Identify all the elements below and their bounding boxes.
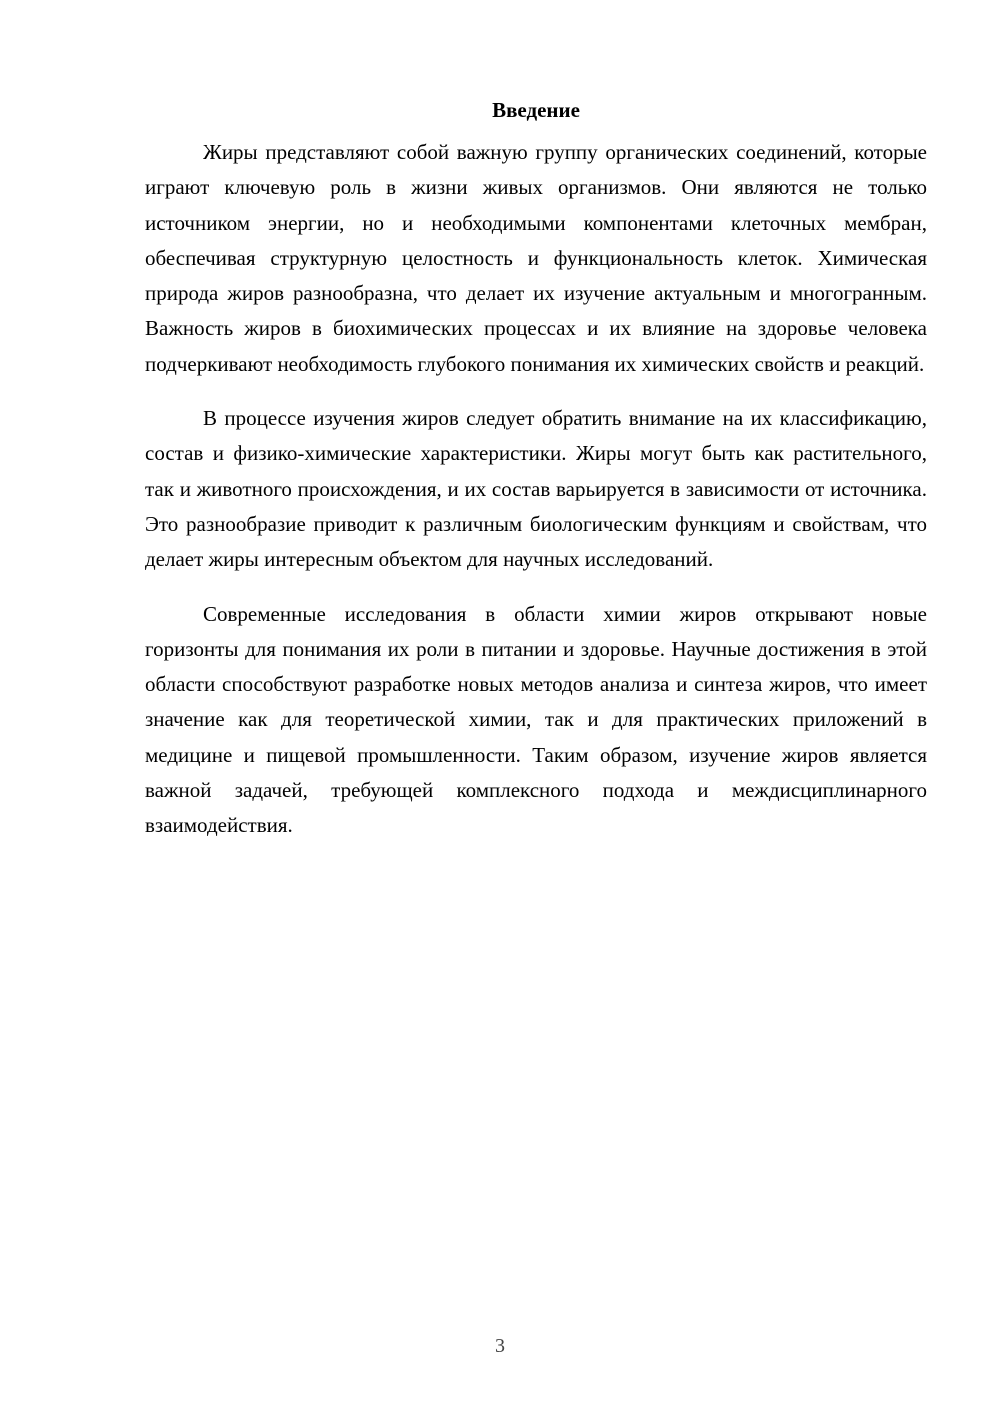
- paragraph-1: Жиры представляют собой важную группу органических соединений, которые играют ключевую роль в жизни живых организмов. Они являются не только источником энергии, но и необходимыми компонентами клеточных мембран, обеспечивая структурную целостность и функциональность клеток. Химическая природа жиров разнообразна, что делает их изучение актуальным и многогранным. Важность жиров в биохимических процессах и их влияние на здоровье человека подчеркивают необходимость глубокого понимания их химических свойств и реакций.: [145, 140, 927, 376]
- paragraph-2: В процессе изучения жиров следует обратить внимание на их классификацию, состав и физико-химические характеристики. Жиры могут быть как растительного, так и животного происхождения, и их состав варьируется в зависимости от источника. Это разнообразие приводит к различным биологическим функциям и свойствам, что делает жиры интересным объектом для научных исследований.: [145, 406, 927, 572]
- page-number: 3: [495, 1335, 505, 1357]
- paragraph-3: Современные исследования в области химии жиров открывают новые горизонты для понимания их роли в питании и здоровье. Научные достижения в этой области способствуют разработке новых методов анализа и синтеза жиров, что имеет значение как для теоретической химии, так и для практических приложений в медицине и пищевой промышленности. Таким образом, изучение жиров является важной задачей, требующей комплексного подхода и междисциплинарного взаимодействия.: [145, 601, 927, 838]
- page-content: [145, 95, 927, 863]
- section-title: Введение: [492, 98, 580, 122]
